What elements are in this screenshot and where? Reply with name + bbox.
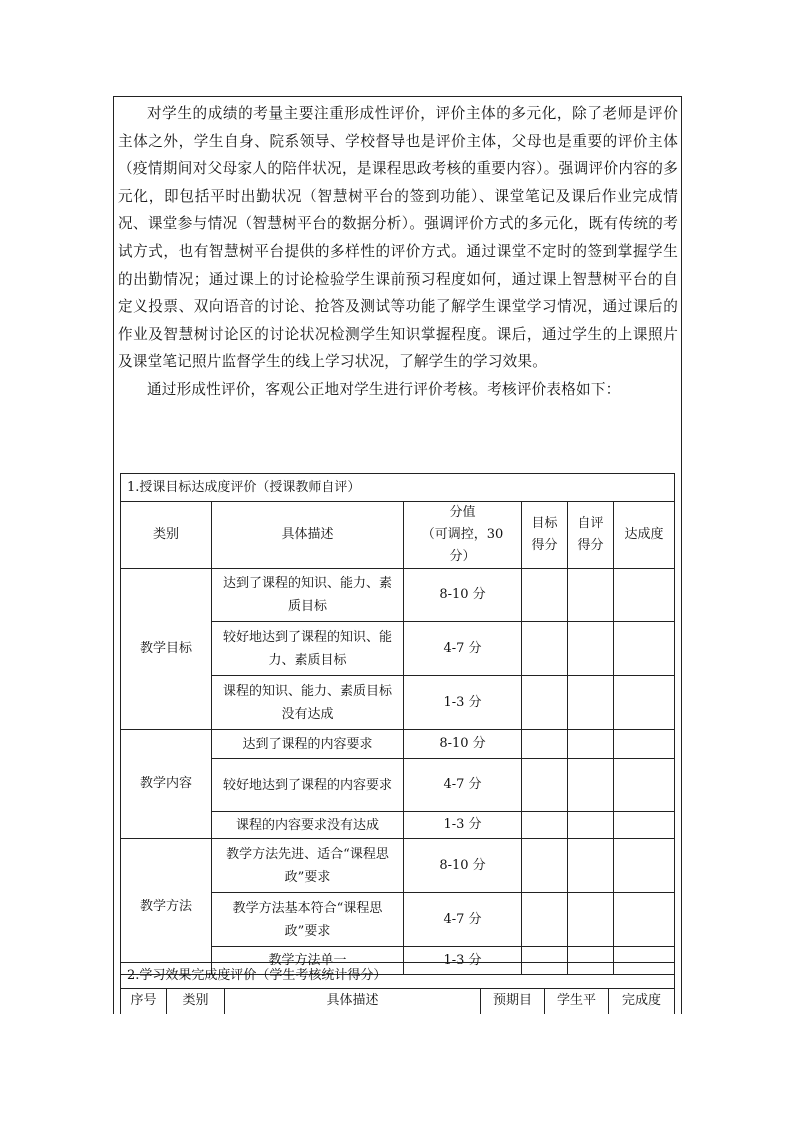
- category-cell: 教学内容: [121, 730, 212, 839]
- section-title-1: 1.授课目标达成度评价（授课教师自评）: [121, 474, 675, 502]
- target-score-cell: [522, 622, 568, 676]
- header-target-score: 目标 得分: [522, 502, 568, 569]
- objective-achievement-table: [120, 473, 675, 975]
- self-score-cell: [568, 730, 614, 759]
- description-cell: 课程的知识、能力、素质目标没有达成: [212, 676, 404, 730]
- achievement-cell: [614, 730, 675, 759]
- header-completion: 完成度: [609, 989, 675, 1014]
- description-cell: 较好地达到了课程的内容要求: [212, 759, 404, 812]
- paragraph-evaluation: 对学生的成绩的考量主要注重形成性评价，评价主体的多元化，除了老师是评价主体之外，学生自身、院系领导、学校督导也是评价主体，父母也是重要的评价主体（疫情期间对父母家人的陪伴状况，是课程思政考核的重要内容）。强调评价内容的多元化，即包括平时出勤状况（智慧树平台的签到功能）、课堂笔记及课后作业完成情况、课堂参与情况（智慧树平台的数据分析）。强调评价方式的多元化，既有传统的考试方式，也有智慧树平台提供的多样性的评价方式。通过课堂不定时的签到掌握学生的出勤情况；通过课上的讨论检验学生课前预习程度如何，通过课上智慧树平台的自定义投票、双向语音的讨论、抢答及测试等功能了解学生课堂学习情况，通过课后的作业及智慧树讨论区的讨论状况检测学生知识掌握程度。课后，通过学生的上课照片及课堂笔记照片监督学生的线上学习状况，了解学生的学习效果。: [118, 105, 678, 371]
- target-score-cell: [522, 730, 568, 759]
- self-score-cell: [568, 893, 614, 947]
- target-score-cell: [522, 759, 568, 812]
- body-text: [118, 100, 678, 404]
- score-cell: 8-10 分: [404, 839, 522, 893]
- self-score-cell: [568, 622, 614, 676]
- self-score-cell: [568, 676, 614, 730]
- table-row: [121, 839, 675, 893]
- section-title-2: 2.学习效果完成度评价（学生考核统计得分）: [121, 963, 675, 989]
- header-category: 类别: [167, 989, 225, 1014]
- header-student: 学生平: [545, 989, 609, 1014]
- target-score-cell: [522, 569, 568, 622]
- header-index: 序号: [121, 989, 167, 1014]
- header-self-score: 自评 得分: [568, 502, 614, 569]
- description-cell: 教学方法先进、适合“课程思政”要求: [212, 839, 404, 893]
- achievement-cell: [614, 676, 675, 730]
- score-cell: 4-7 分: [404, 893, 522, 947]
- score-cell: 1-3 分: [404, 676, 522, 730]
- header-row: [121, 989, 675, 1014]
- target-score-cell: [522, 839, 568, 893]
- description-cell: 较好地达到了课程的知识、能力、素质目标: [212, 622, 404, 676]
- table-row: [121, 730, 675, 759]
- self-score-cell: [568, 812, 614, 839]
- target-score-cell: [522, 676, 568, 730]
- target-score-cell: [522, 812, 568, 839]
- table-row: [121, 569, 675, 622]
- header-score: 分值 （可调控，30 分）: [404, 502, 522, 569]
- category-cell: 教学目标: [121, 569, 212, 730]
- self-score-cell: [568, 569, 614, 622]
- achievement-cell: [614, 839, 675, 893]
- score-cell: 4-7 分: [404, 622, 522, 676]
- header-description: 具体描述: [225, 989, 481, 1014]
- achievement-cell: [614, 569, 675, 622]
- self-score-cell: [568, 759, 614, 812]
- header-achievement: 达成度: [614, 502, 675, 569]
- achievement-cell: [614, 622, 675, 676]
- category-cell: 教学方法: [121, 839, 212, 975]
- achievement-cell: [614, 812, 675, 839]
- achievement-cell: [614, 759, 675, 812]
- paragraph-intro-table: 通过形成性评价，客观公正地对学生进行评价考核。考核评价表格如下：: [147, 380, 621, 398]
- score-cell: 4-7 分: [404, 759, 522, 812]
- score-cell: 1-3 分: [404, 812, 522, 839]
- self-score-cell: [568, 839, 614, 893]
- description-cell: 课程的内容要求没有达成: [212, 812, 404, 839]
- header-expected: 预期目: [481, 989, 545, 1014]
- score-cell: 1-3 分: [404, 947, 522, 975]
- achievement-cell: [614, 893, 675, 947]
- description-cell: 达到了课程的内容要求: [212, 730, 404, 759]
- header-description: 具体描述: [212, 502, 404, 569]
- target-score-cell: [522, 893, 568, 947]
- description-cell: 教学方法基本符合“课程思政”要求: [212, 893, 404, 947]
- score-cell: 8-10 分: [404, 569, 522, 622]
- learning-outcome-table: [120, 962, 675, 1014]
- header-row: [121, 502, 675, 569]
- description-cell: 教学方法单一: [212, 947, 404, 975]
- score-cell: 8-10 分: [404, 730, 522, 759]
- description-cell: 达到了课程的知识、能力、素质目标: [212, 569, 404, 622]
- header-category: 类别: [121, 502, 212, 569]
